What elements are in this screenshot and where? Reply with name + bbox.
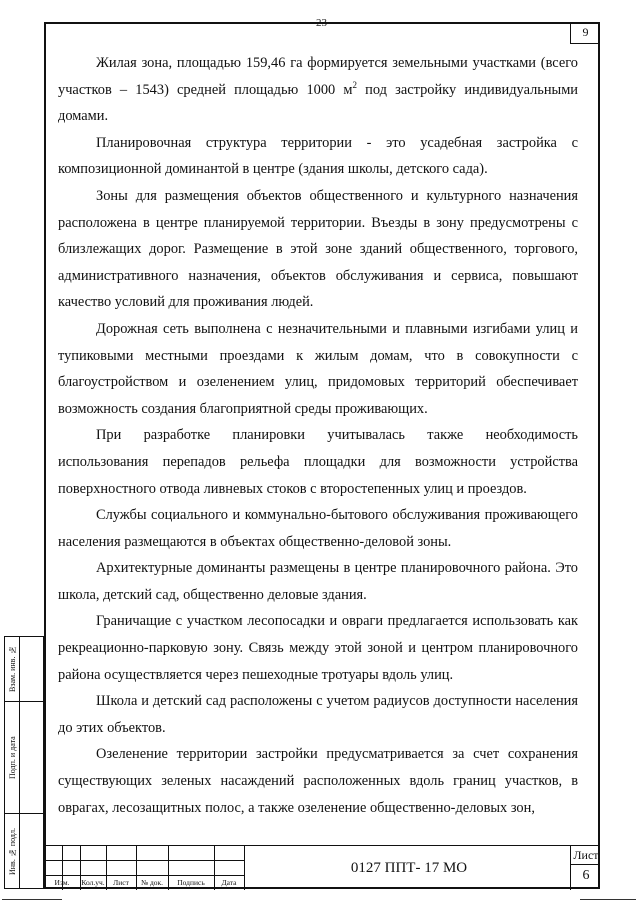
col-label-signature: Подпись: [177, 878, 205, 887]
paragraph-3: Зоны для размещения объектов общественного и культурного назначения расположена в центре планируемой территории. Въезды в зону предусмотрены с близлежащих дорог. Размещение в этой зоне зданий общественного, торгового, административного назначения, объектов обслуживания и сервиса, повышают качество условий для проживания людей.: [58, 187, 578, 311]
bottom-edge-mark: [580, 899, 636, 901]
document-body: [58, 50, 578, 821]
stamp-label-original-inv: Инв. № подл.: [8, 828, 17, 876]
paragraph-7: Архитектурные доминанты размещены в центре планировочного района. Это школа, детский сад, общественно деловые здания.: [58, 560, 578, 603]
col-label-izm: Изм.: [54, 878, 70, 887]
col-label-kol-uch: Кол.уч.: [81, 878, 105, 887]
col-label-list: Лист: [113, 878, 129, 887]
paragraph-4: Дорожная сеть выполнена с незначительными и плавными изгибами улиц и тупиковыми местными проездами к жилым домам, что в совокупности с благоустройством и озеленением улиц, придомовых территорий обеспечивает возможность создания благоприятной среды проживающих.: [58, 320, 578, 417]
top-sheet-number-box: 9: [570, 22, 600, 44]
sheet-label: Лист: [573, 848, 599, 862]
paragraph-8: Граничащие с участком лесопосадки и овраги предлагается использовать как рекреационно-парковую зону. Связь между этой зоной и центром планировочного района осуществляется через пешеходные тротуары вдоль улиц.: [58, 613, 578, 683]
stamp-label-replacement-inv: Взам. инв. №: [8, 645, 17, 693]
title-block: [44, 845, 600, 889]
document-code: 0127 ППТ- 17 МО: [350, 860, 468, 876]
paragraph-1: Жилая зона, площадью 159,46 га формируется земельными участками (всего участков – 1543) средней площадью 1000 $м^2$ под застройку индивидуальными домами.: [58, 55, 578, 125]
top-page-number: 23: [316, 17, 327, 29]
paragraph-6: Службы социального и коммунально-бытового обслуживания проживающего населения размещаются в объектах общественно-деловой зоны.: [58, 507, 578, 550]
paragraph-5: При разработке планировки учитывалась также необходимость использования перепадов рельефа площадки для возможности устройства поверхностного отвода ливневых стоков с второстепенных улиц и проездов.: [58, 427, 578, 497]
superscript-2: 2: [352, 79, 357, 90]
bottom-edge-mark: [2, 899, 62, 901]
paragraph-9: Школа и детский сад расположены с учетом радиусов доступности населения до этих объектов.: [58, 693, 578, 736]
stamp-label-signature-date: Подп. и дата: [8, 736, 17, 780]
paragraph-2: Планировочная структура территории - это усадебная застройка с композиционной доминантой в центре (здания школы, детского сада).: [58, 134, 578, 178]
col-label-date: Дата: [221, 878, 237, 887]
side-stamp: [4, 636, 44, 889]
sheet-number: 6: [582, 868, 590, 883]
col-label-doc-no: № док.: [140, 878, 164, 887]
paragraph-10: Озеленение территории застройки предусматривается за счет сохранения существующих зеленых насаждений расположенных вдоль границ участков, в оврагах, лесозащитных полос, а также озеленение общественно-деловых зон,: [58, 746, 578, 816]
